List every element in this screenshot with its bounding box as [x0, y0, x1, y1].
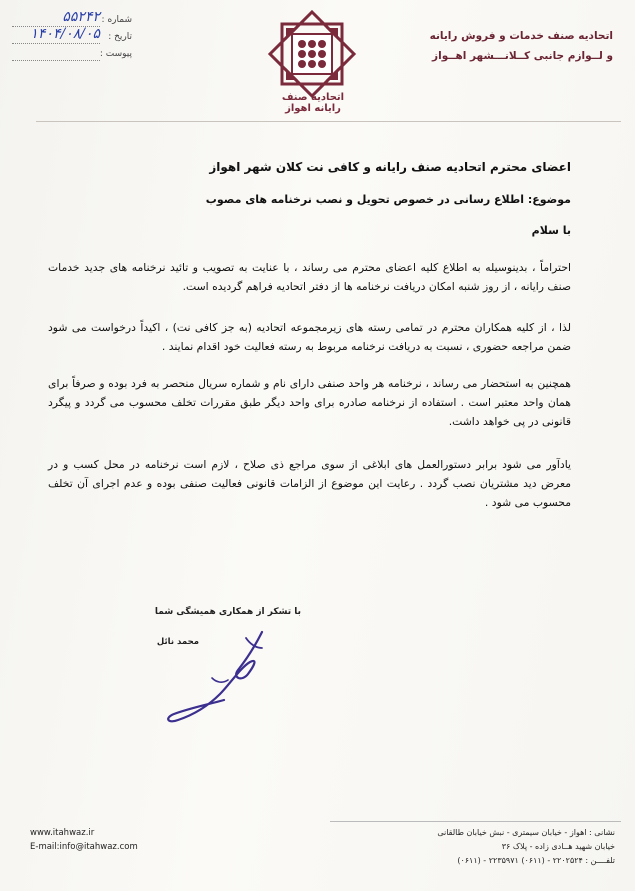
org-line-2: و لــوازم جانبی کــلانـــشهر اهــواز	[432, 50, 613, 62]
footer-address	[405, 826, 615, 868]
letter-meta	[12, 9, 132, 63]
addressee: اعضای محترم اتحادیه صنف رایانه و کافی نت کلان شهر اهواز	[209, 160, 571, 174]
number-value: ۵۵۲۴۲	[62, 9, 100, 25]
date-label: تاریخ :	[108, 32, 132, 42]
email-link[interactable]: E-mail:info@itahwaz.com	[30, 842, 138, 852]
paragraph-4: یادآور می شود برابر دستورالعمل های ابلاغی از سوی مراجع ذی صلاح ، لازم است نرخنامه در محل کسب و در معرض دید مشتریان نصب گردد . رعایت این موضوع از الزامات قانونی فعالیت صنفی بوده و عدم اجرای آن تخلف محسوب می شود .	[48, 458, 571, 509]
phone-line: تلفــــن : ۲۲۰۲۵۲۴ - (۰۶۱۱) ۲۲۳۵۹۷۱ - (۰۶۱۱)	[457, 856, 615, 865]
greeting: با سلام	[531, 224, 571, 237]
date-row	[12, 26, 132, 46]
signer-name: محمد نائل	[156, 637, 199, 647]
closing-line: با تشکر از همکاری همیشگی شما	[154, 607, 301, 617]
address-line-2: خیابان شهید هــادی زاده - پلاک ۳۶	[501, 842, 615, 851]
date-value: ۱۴۰۴/۰۸/۰۵	[30, 26, 100, 42]
footer-divider	[330, 821, 621, 822]
subject-line: موضوع: اطلاع رسانی در خصوص تحویل و نصب نرخنامه های مصوب	[205, 193, 571, 206]
date-line	[12, 43, 100, 44]
handwritten-signature-icon	[150, 618, 280, 738]
header-divider	[36, 121, 621, 122]
website-link[interactable]: www.itahwaz.ir	[30, 828, 95, 838]
org-name	[413, 26, 613, 66]
paragraph-2: لذا ، از کلیه همکاران محترم در تمامی رسته های زیرمجموعه اتحادیه (به جز کافی نت) ، اکیداً درخواست می شود ضمن مراجعه حضوری ، نسبت به دریافت نرخنامه مربوط به رسته فعالیت خود اقدام نمایند .	[48, 321, 571, 353]
attachment-label: پیوست :	[99, 49, 132, 59]
logo-caption: اتحادیه صنف رایانه اهواز	[281, 92, 345, 114]
number-label: شماره :	[101, 15, 132, 25]
address-line-1: نشانی : اهواز - خیابان سیمتری - نبش خیابان طالقانی	[437, 828, 615, 837]
attachment-line	[12, 60, 100, 61]
paragraph-1: احتراماً ، بدینوسیله به اطلاع کلیه اعضای محترم می رساند ، با عنایت به تصویب و تائید نرخنامه های جدید خدمات صنف رایانه ، از روز شنبه امکان دریافت نرخنامه ها از دفتر اتحادیه فراهم گردیده است.	[48, 261, 571, 293]
attachment-row	[12, 46, 132, 63]
footer-contact-web	[30, 826, 138, 854]
paragraph-3: همچنین به استحضار می رساند ، نرخنامه هر واحد صنفی دارای نام و شماره سریال منحصر به فرد بوده و صرفاً برای همان واحد معتبر است . استفاده از نرخنامه صادره برای واحد دیگر طبق مقررات تخلف محسوب می گردد و پیگرد قانونی در پی خواهد داشت.	[48, 377, 571, 428]
org-line-1: اتحادیه صنف خدمات و فروش رایانه	[429, 30, 613, 42]
